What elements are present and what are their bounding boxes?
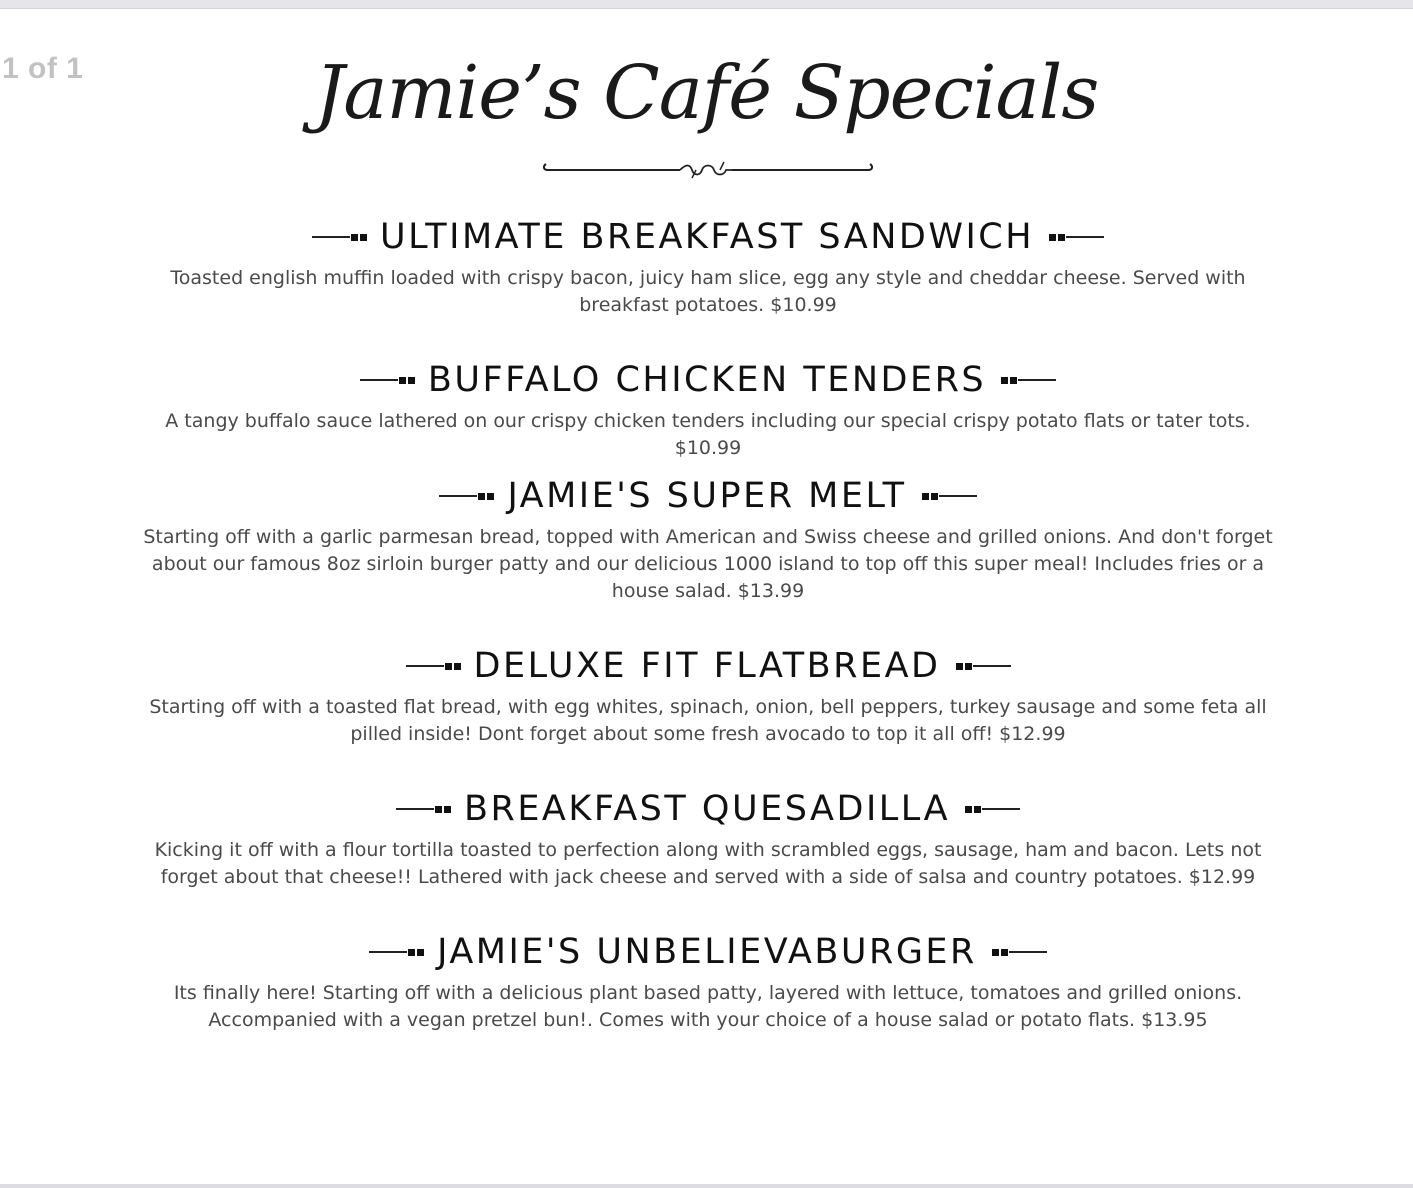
right-divider-icon: [955, 663, 1011, 670]
menu-item: [130, 789, 1286, 891]
left-divider-icon: [360, 377, 416, 384]
item-description: Starting off with a toasted flat bread, with egg whites, spinach, onion, bell peppers, turkey sausage and some feta all pilled inside! Dont forget about some fresh avocado to top it all off! $12.99: [149, 696, 1267, 745]
item-name: ULTIMATE BREAKFAST SANDWICH: [379, 217, 1035, 257]
menu-item: [130, 360, 1286, 462]
flourish-divider-icon: [540, 158, 876, 180]
menu-title: Jamie’s Café Specials: [314, 50, 1099, 136]
left-divider-icon: [396, 806, 452, 813]
page-counter: 1 of 1: [2, 52, 84, 85]
left-divider-icon: [406, 663, 462, 670]
right-divider-icon: [991, 949, 1047, 956]
left-divider-icon: [312, 234, 368, 241]
right-divider-icon: [1048, 234, 1104, 241]
right-divider-icon: [921, 493, 977, 500]
item-name: BREAKFAST QUESADILLA: [463, 789, 951, 829]
viewer-top-bar: [0, 0, 1413, 9]
left-divider-icon: [369, 949, 425, 956]
item-description: Its finally here! Starting off with a delicious plant based patty, layered with lettuce, tomatoes and grilled onions. Accompanied with a vegan pretzel bun!. Comes with your choice of a house salad or potato flats. $13.95: [173, 982, 1243, 1031]
item-name: JAMIE'S UNBELIEVABURGER: [437, 932, 977, 972]
right-divider-icon: [964, 806, 1020, 813]
right-divider-icon: [1000, 377, 1056, 384]
menu-item: [130, 217, 1286, 319]
item-name: DELUXE FIT FLATBREAD: [473, 646, 941, 686]
item-description: Toasted english muffin loaded with crispy bacon, juicy ham slice, egg any style and cheddar cheese. Served with breakfast potatoes. $10.99: [170, 267, 1246, 316]
item-name: BUFFALO CHICKEN TENDERS: [427, 360, 987, 400]
item-description: Kicking it off with a flour tortilla toasted to perfection along with scrambled eggs, sausage, ham and bacon. Lets not forget about that cheese!! Lathered with jack cheese and served with a side of salsa and country potatoes. $12.99: [154, 839, 1262, 888]
left-divider-icon: [439, 493, 495, 500]
menu-item: [130, 932, 1286, 1034]
viewer-bottom-bar: [0, 1184, 1413, 1188]
menu-item: [130, 646, 1286, 748]
item-description: Starting off with a garlic parmesan bread, topped with American and Swiss cheese and grilled onions. And don't forget about our famous 8oz sirloin burger patty and our delicious 1000 island to top off this super meal! Includes fries or a house salad. $13.99: [143, 526, 1273, 602]
menu-item: [130, 476, 1286, 605]
item-name: JAMIE'S SUPER MELT: [507, 476, 907, 516]
item-description: A tangy buffalo sauce lathered on our crispy chicken tenders including our special crispy potato flats or tater tots. $10.99: [165, 410, 1251, 459]
